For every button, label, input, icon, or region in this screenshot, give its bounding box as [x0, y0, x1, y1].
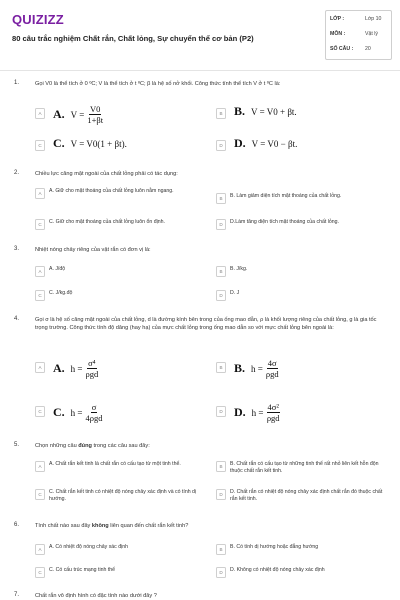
option-text: C. Giữ cho mặt thoáng của chất lỏng luôn ổn định. — [49, 219, 165, 225]
option-badge: D — [216, 489, 226, 500]
option-b[interactable] — [216, 266, 386, 280]
option-text: B. Chất rắn có cấu tạo từ những tinh thể rất nhỏ liên kết hỗn độn thuộc chất rắn kết tinh. — [230, 461, 379, 474]
option-badge: A — [35, 266, 45, 277]
question-text: Gọi V0 là thể tích ở 0 ºC; V là thể tích ở t ºC; β là hệ số nở khối. Công thức tính thể tích V ở t ºC là: — [35, 81, 281, 87]
option-badge: D — [216, 406, 226, 417]
question-number: 4. — [14, 316, 20, 322]
option-formula: A. h = $\frac{\text{σ⁴}}{\text{ρgd}}$ — [53, 358, 99, 379]
quizizz-logo: QUIZIZZ — [12, 12, 64, 27]
option-badge: D — [216, 219, 226, 230]
option-b[interactable] — [216, 358, 386, 379]
option-a[interactable] — [35, 104, 205, 125]
option-badge: A — [35, 188, 45, 199]
question-text: Chọn những câu đúng trong các câu sau đây: — [35, 443, 150, 449]
option-formula: D. h = $\frac{\text{4σ²}}{\text{ρgd}}$ — [234, 402, 280, 423]
option-c[interactable] — [35, 489, 210, 503]
option-a[interactable] — [35, 266, 205, 280]
option-formula: C. V = V0(1 + βt). — [53, 136, 127, 150]
option-badge: B — [216, 544, 226, 555]
option-c[interactable] — [35, 290, 205, 304]
option-formula: D. V = V0 − βt. — [234, 136, 298, 150]
option-text: C. Có cấu trúc mạng tinh thể — [49, 567, 116, 573]
option-a[interactable] — [35, 188, 210, 202]
option-b[interactable] — [216, 193, 391, 207]
option-badge: B — [216, 108, 226, 119]
option-d[interactable] — [216, 567, 391, 581]
option-badge: D — [216, 140, 226, 151]
option-d[interactable] — [216, 219, 391, 233]
option-formula: A. V = $\frac{V0}{1+\beta t}$ — [53, 104, 104, 125]
option-text: C. J/kg.độ — [49, 290, 73, 296]
question-text: Chất rắn vô định hình có đặc tính nào dưới đây ? — [35, 593, 157, 599]
option-text: C. Chất rắn kết tinh có nhiệt độ nóng chảy xác định và có tính dị hướng. — [49, 489, 197, 502]
option-text: B. Có tính dị hướng hoặc đẳng hướng — [230, 544, 319, 550]
option-text: A. Chất rắn kết tinh là chất rắn có cấu tạo từ một tinh thể. — [49, 461, 181, 467]
option-formula: B. V = V0 + βt. — [234, 104, 297, 118]
question-number: 3. — [14, 246, 20, 252]
meta-box: LỚP : Lớp 10 MÔN : Vật lý SỐ CÂU : 20 — [325, 10, 392, 60]
option-b[interactable] — [216, 104, 386, 122]
option-b[interactable] — [216, 544, 391, 558]
option-d[interactable] — [216, 290, 386, 304]
option-badge: B — [216, 461, 226, 472]
option-text: A. J/độ — [49, 266, 66, 272]
option-badge: A — [35, 461, 45, 472]
option-badge: B — [216, 362, 226, 373]
option-a[interactable] — [35, 544, 210, 558]
question-number: 6. — [14, 522, 20, 528]
option-badge: C — [35, 567, 45, 578]
option-c[interactable] — [35, 219, 210, 233]
option-c[interactable] — [35, 136, 205, 154]
option-badge: C — [35, 219, 45, 230]
option-badge: B — [216, 266, 226, 277]
option-d[interactable] — [216, 136, 386, 154]
option-c[interactable] — [35, 402, 205, 423]
option-badge: A — [35, 108, 45, 119]
option-text: D.Làm tăng diện tích mặt thoáng của chất lỏng. — [230, 219, 340, 225]
question-number: 7. — [14, 592, 20, 598]
option-text: D. Không có nhiệt độ nóng chảy xác định — [230, 567, 325, 573]
question-number: 1. — [14, 80, 20, 86]
option-c[interactable] — [35, 567, 210, 581]
option-text: D. Chất rắn có nhiệt độ nóng chảy xác định chất rắn đó thuộc chất rắn kết tinh. — [230, 489, 383, 502]
worksheet-header — [0, 0, 400, 66]
header-divider — [0, 70, 400, 71]
option-a[interactable] — [35, 461, 210, 475]
question-text: Chiều lực căng mặt ngoài của chất lỏng phải có tác dụng: — [35, 171, 178, 177]
option-badge: C — [35, 489, 45, 500]
option-formula: B. h = $\frac{4\sigma}{\text{ρgd}}$ — [234, 358, 279, 379]
option-formula: C. h = $\frac{\sigma}{\text{4ρgd}}$ — [53, 402, 103, 423]
question-number: 2. — [14, 170, 20, 176]
question-number: 5. — [14, 442, 20, 448]
option-text: A. Có nhiệt độ nóng chảy xác định — [49, 544, 129, 550]
option-text: B. J/kg. — [230, 266, 248, 272]
option-text: D. J — [230, 290, 240, 296]
option-badge: A — [35, 362, 45, 373]
question-text: Nhiệt nóng chảy riêng của vật rắn có đơn vị là: — [35, 247, 151, 253]
option-text: A. Giữ cho mặt thoáng của chất lỏng luôn nằm ngang. — [49, 188, 174, 194]
option-badge: B — [216, 193, 226, 204]
option-d[interactable] — [216, 489, 391, 503]
option-badge: A — [35, 544, 45, 555]
question-text: Gọi σ là hệ số căng mặt ngoài của chất lỏng, d là đường kính bên trong của ống mao dẫn, ρ là khối lượng riêng của chất lỏng, g là gia tốc trọng trường. Công thức tính độ dâng (hay hạ) của mực chất lỏng trong ống mao dẫn so với mực chất lỏng bên ngoài là: — [35, 317, 377, 331]
option-badge: C — [35, 290, 45, 301]
option-badge: C — [35, 140, 45, 151]
option-d[interactable] — [216, 402, 386, 423]
option-badge: C — [35, 406, 45, 417]
option-badge: D — [216, 290, 226, 301]
option-b[interactable] — [216, 461, 391, 475]
option-badge: D — [216, 567, 226, 578]
option-a[interactable] — [35, 358, 205, 379]
option-text: B. Làm giảm diện tích mặt thoáng của chất lỏng. — [230, 193, 342, 199]
worksheet-title: 80 câu trắc nghiệm Chất rắn, Chất lỏng, Sự chuyển thể cơ bản (P2) — [12, 34, 254, 43]
question-text: Tính chất nào sau đây không liên quan đến chất rắn kết tinh? — [35, 523, 189, 529]
